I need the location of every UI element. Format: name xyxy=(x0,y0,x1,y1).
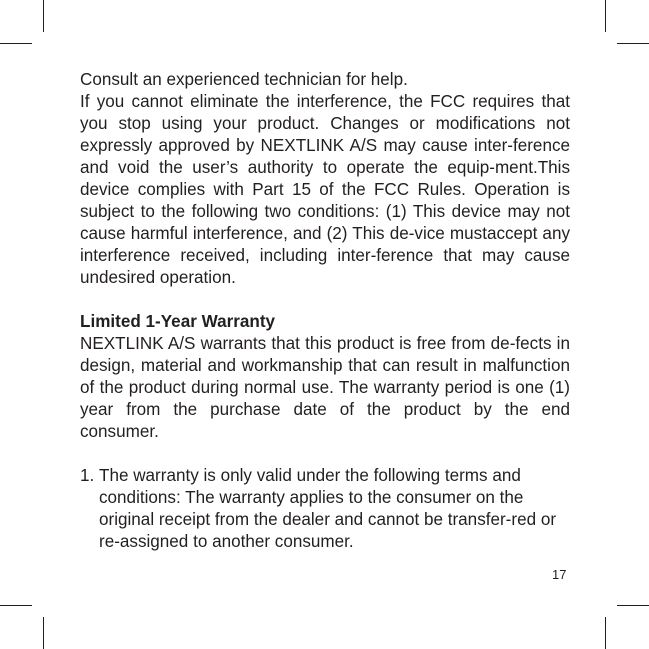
list-item xyxy=(80,465,566,553)
crop-mark-top-right-vertical xyxy=(605,0,606,32)
page-number: 17 xyxy=(552,567,567,582)
paragraph-spacer xyxy=(80,443,570,465)
page-content xyxy=(80,69,570,553)
warranty-heading: Limited 1-Year Warranty xyxy=(80,312,276,331)
crop-mark-bottom-left-vertical xyxy=(43,617,44,649)
crop-mark-bottom-left-horizontal xyxy=(0,605,32,606)
paragraph-spacer xyxy=(80,289,570,311)
warranty-paragraph: NEXTLINK A/S warrants that this product is free from de-fects in design, material and workmanship that can result in malfunction of the product during normal use. The warranty period is one (1) year from the purchase date of the product by the end consumer. xyxy=(80,334,570,441)
crop-mark-bottom-right-vertical xyxy=(605,617,606,649)
crop-mark-top-left-vertical xyxy=(43,0,44,32)
list-item-text: The warranty is only valid under the following terms and conditions: The warranty applies to the consumer on the original receipt from the dealer and cannot be transfer-red or re-assigned to another consumer. xyxy=(99,466,557,551)
help-paragraph: Consult an experienced technician for help. xyxy=(80,70,408,89)
crop-mark-bottom-right-horizontal xyxy=(617,605,649,606)
list-item-number: 1. xyxy=(80,466,95,485)
crop-mark-top-left-horizontal xyxy=(0,43,32,44)
crop-mark-top-right-horizontal xyxy=(617,43,649,44)
fcc-paragraph: If you cannot eliminate the interference, the FCC requires that you stop using your product. Changes or modifications not expressly approved by NEXTLINK A/S may cause inter-ference and void the user’s authority to operate the equip-ment.This device complies with Part 15 of the FCC Rules. Operation is subject to the following two conditions: (1) This device may not cause harmful interference, and (2) This de-vice mustaccept any interference received, including inter-ference that may cause undesired operation. xyxy=(80,92,570,287)
